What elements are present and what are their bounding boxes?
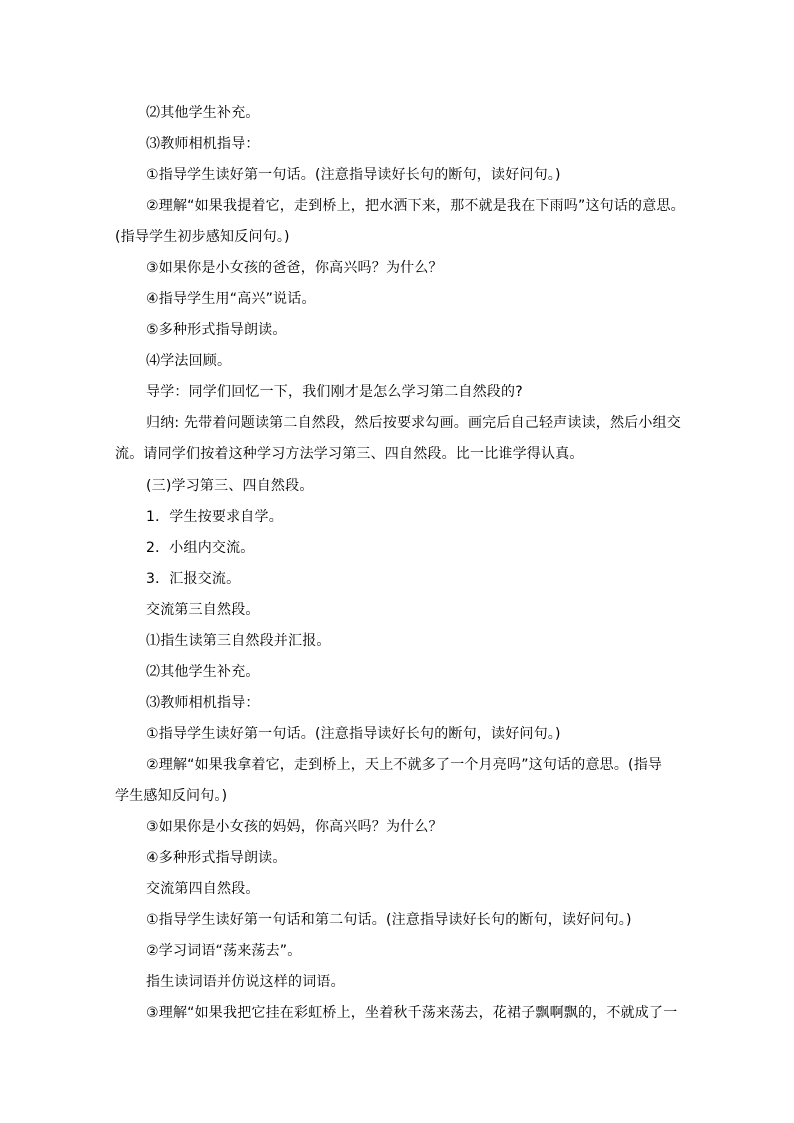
text-line: 学生感知反问句。) xyxy=(115,788,228,804)
text-line: ①指导学生读好第一句话。(注意指导读好长句的断句，读好问句。) xyxy=(146,167,561,183)
text-line: 归纳: 先带着问题读第二自然段，然后按要求勾画。画完后自己轻声读读，然后小组交 xyxy=(146,415,681,431)
text-line: ⑤多种形式指导朗读。 xyxy=(146,322,287,338)
text-line: ⑶教师相机指导： xyxy=(146,695,260,711)
text-line: ⑴指生读第三自然段并汇报。 xyxy=(146,633,331,649)
text-line: ⑵其他学生补充。 xyxy=(146,664,260,680)
text-line: ④多种形式指导朗读。 xyxy=(146,850,287,866)
text-line: 交流第三自然段。 xyxy=(146,602,260,618)
text-line: ③如果你是小女孩的爸爸，你高兴吗？为什么？ xyxy=(146,260,443,276)
text-line: 2．小组内交流。 xyxy=(146,540,255,556)
text-line: ⑵其他学生补充。 xyxy=(146,105,260,121)
text-line: ⑷学法回顾。 xyxy=(146,353,232,369)
text-line: ①指导学生读好第一句话和第二句话。(注意指导读好长句的断句，读好问句。) xyxy=(146,912,632,928)
text-line: 指生读词语并仿说这样的词语。 xyxy=(146,974,345,990)
text-line: 导学：同学们回忆一下，我们刚才是怎么学习第二自然段的? xyxy=(146,384,523,400)
text-line: ①指导学生读好第一句话。(注意指导读好长句的断句，读好问句。) xyxy=(146,726,561,742)
text-line: ⑶教师相机指导： xyxy=(146,136,260,152)
text-line: ②理解“如果我提着它，走到桥上，把水洒下来，那不就是我在下雨吗”这句话的意思。 xyxy=(146,198,685,214)
text-line: 流。请同学们按着这种学习方法学习第三、四自然段。比一比谁学得认真。 xyxy=(115,446,584,462)
text-line: ③理解“如果我把它挂在彩虹桥上，坐着秋千荡来荡去，花裙子飘啊飘的，不就成了一 xyxy=(146,1005,678,1021)
text-line: 1．学生按要求自学。 xyxy=(146,509,283,525)
text-line: ②学习词语“荡来荡去”。 xyxy=(146,943,302,959)
text-line: ②理解“如果我拿着它，走到桥上，天上不就多了一个月亮吗”这句话的意思。(指导 xyxy=(146,757,663,773)
text-line: ④指导学生用“高兴”说话。 xyxy=(146,291,316,307)
text-line: 交流第四自然段。 xyxy=(146,881,260,897)
text-line: ③如果你是小女孩的妈妈，你高兴吗？为什么？ xyxy=(146,819,443,835)
text-line: (指导学生初步感知反问句。) xyxy=(115,229,290,245)
text-line: (三)学习第三、四自然段。 xyxy=(146,478,314,494)
text-line: 3．汇报交流。 xyxy=(146,571,241,587)
